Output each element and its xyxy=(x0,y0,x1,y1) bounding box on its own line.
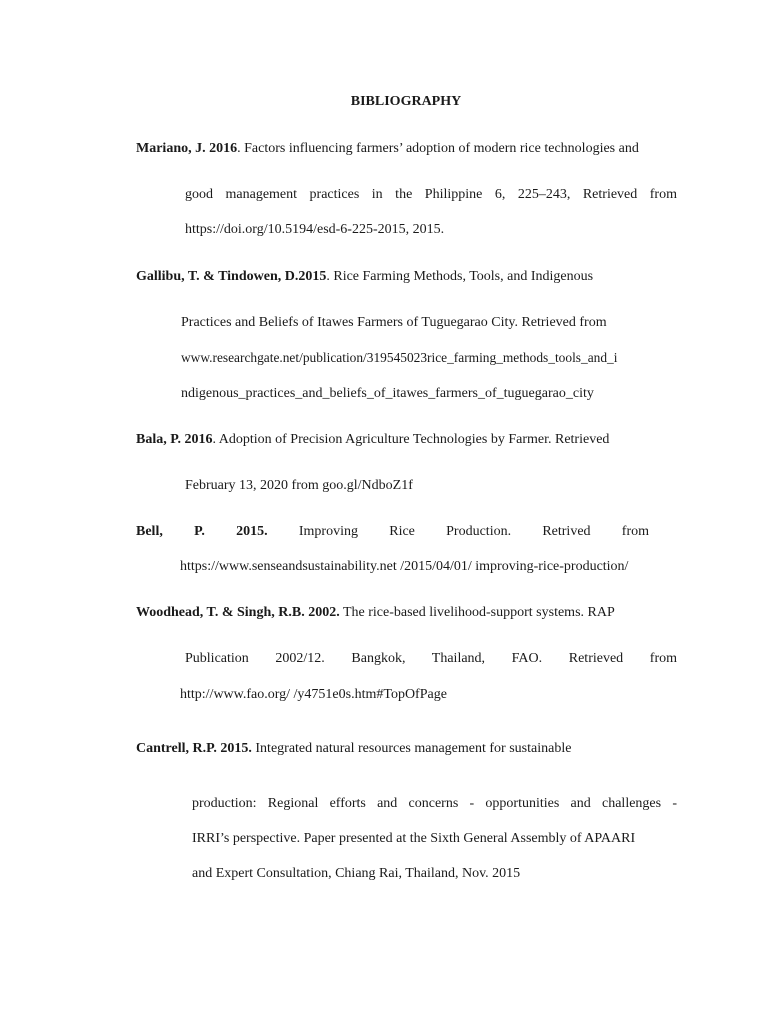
entry-text: Improving Rice Production. Retrived from xyxy=(298,524,650,539)
entry-author: Bell, P. 2015. xyxy=(136,524,268,539)
entry-author: Mariano, J. 2016 xyxy=(136,141,238,156)
entry-author: Woodhead, T. & Singh, R.B. 2002. xyxy=(136,605,340,620)
entry-first-line xyxy=(136,740,571,758)
entry-text: IRRI’s perspective. Paper presented at the Sixth General Assembly of APAARI xyxy=(192,831,636,846)
entry-link: https://www.senseandsustainability.net /2015/04/01/ improving-rice-production/ xyxy=(180,559,629,574)
entry-text: Integrated natural resources management for sustainable xyxy=(251,741,572,756)
entry-text: Practices and Beliefs of Itawes Farmers of Tuguegarao City. Retrieved from xyxy=(181,315,607,330)
entry-first-line xyxy=(136,604,615,622)
entry-first-line xyxy=(136,431,609,449)
entry-link: http://www.fao.org/ /y4751e0s.htm#TopOfPage xyxy=(180,687,447,702)
entry-text: . Factors influencing farmers’ adoption of modern rice technologies and xyxy=(237,141,639,156)
page-title: BIBLIOGRAPHY xyxy=(350,94,462,109)
entry-author: Bala, P. 2016 xyxy=(136,432,213,447)
entry-text: February 13, 2020 from goo.gl/NdboZ1f xyxy=(185,478,413,493)
entry-text: and Expert Consultation, Chiang Rai, Thailand, Nov. 2015 xyxy=(192,866,521,881)
entry-text: . Rice Farming Methods, Tools, and Indigenous xyxy=(326,269,594,284)
entry-link: ndigenous_practices_and_beliefs_of_itawes_farmers_of_tuguegarao_city xyxy=(181,386,594,401)
entry-first-line xyxy=(136,268,593,286)
entry-text: good management practices in the Philippine 6, 225–243, Retrieved from xyxy=(185,187,677,202)
entry-text: production: Regional efforts and concerns - opportunities and challenges - xyxy=(192,796,677,811)
entry-text: The rice-based livelihood-support systems. RAP xyxy=(339,605,615,620)
entry-text: . Adoption of Precision Agriculture Technologies by Farmer. Retrieved xyxy=(212,432,610,447)
entry-first-line xyxy=(136,140,639,158)
entry-text: Publication 2002/12. Bangkok, Thailand, FAO. Retrieved from xyxy=(185,651,677,666)
entry-text: https://doi.org/10.5194/esd-6-225-2015, 2015. xyxy=(185,222,445,237)
entry-first-line xyxy=(136,523,649,541)
entry-link: www.researchgate.net/publication/319545023rice_farming_methods_tools_and_i xyxy=(181,350,618,365)
entry-author: Gallibu, T. & Tindowen, D.2015 xyxy=(136,269,327,284)
entry-author: Cantrell, R.P. 2015. xyxy=(136,741,252,756)
